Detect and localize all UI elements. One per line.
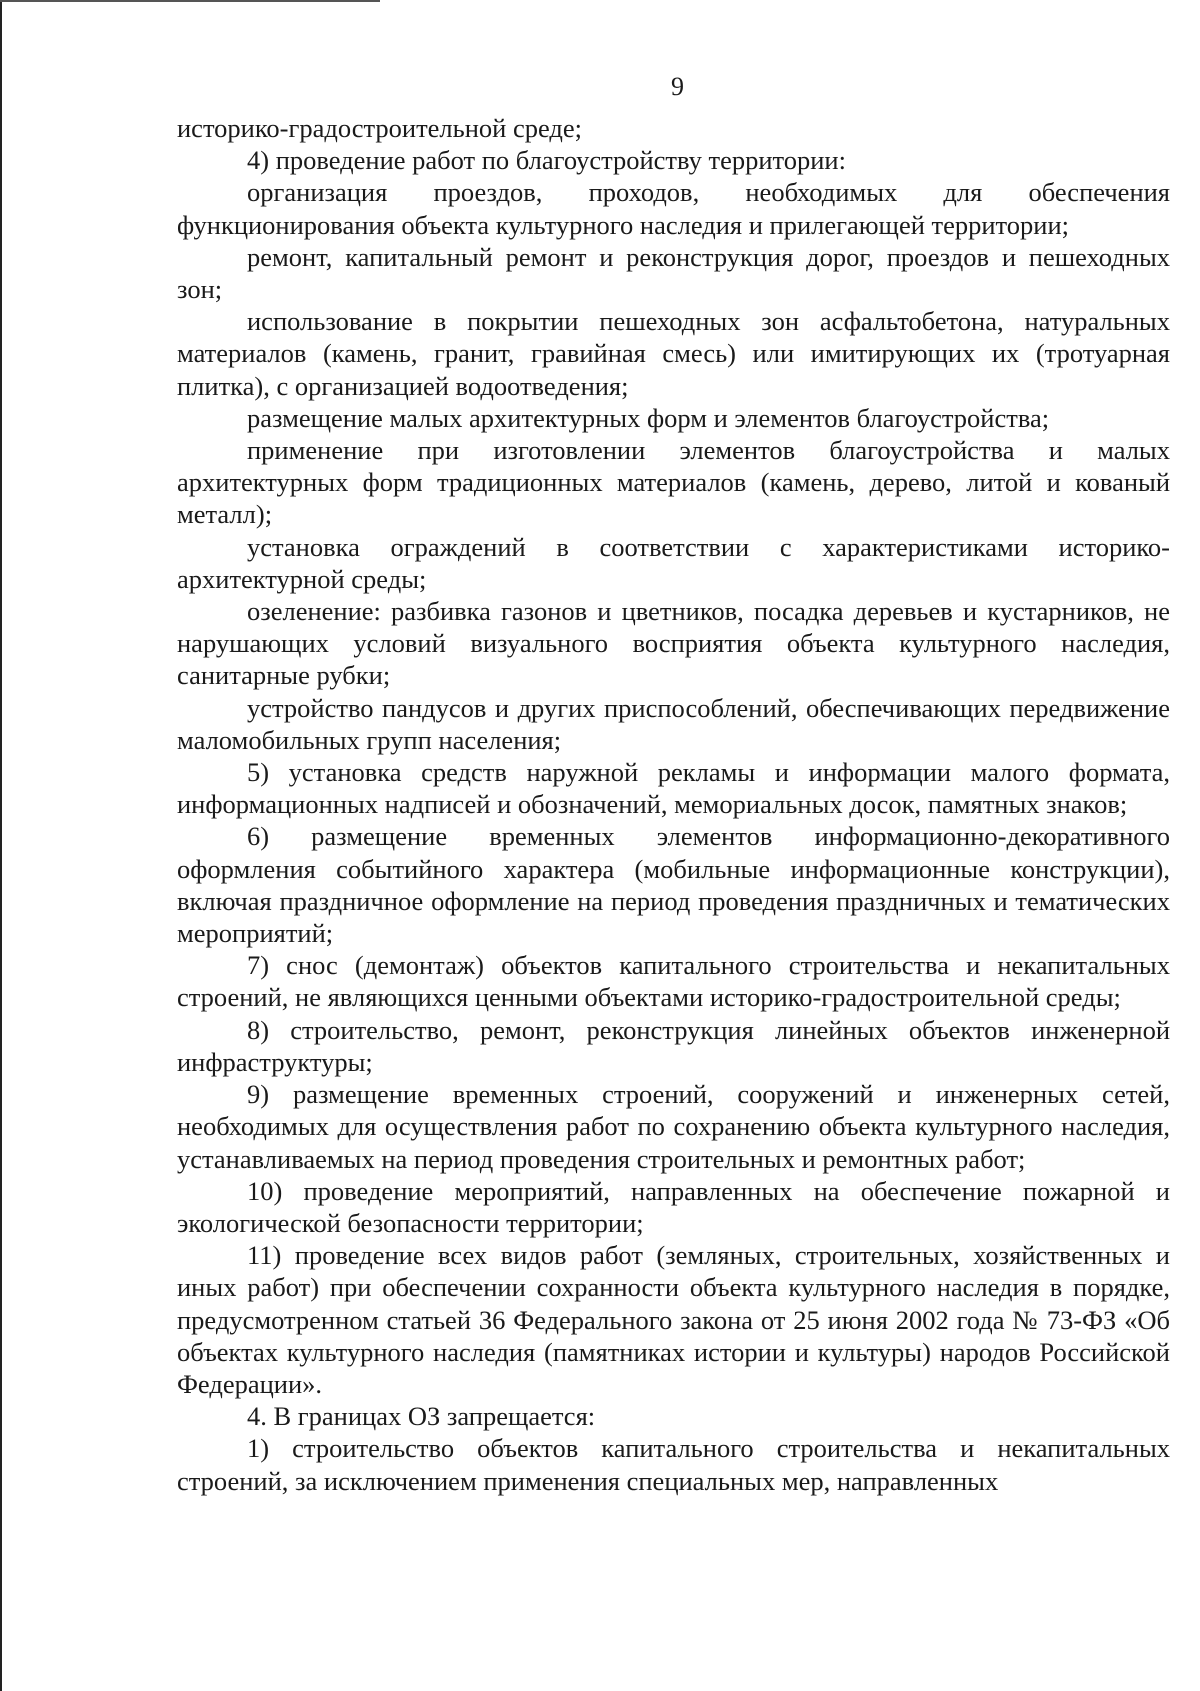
paragraph-item-7: 7) снос (демонтаж) объектов капитального строительства и некапитальных строений, не являющихся ценными объектами историко-градостроительной среды;	[177, 950, 1170, 1013]
paragraph-item-4-paving: использование в покрытии пешеходных зон асфальтобетона, натуральных материалов (камень, гранит, гравийная смесь) или имитирующих их (тротуарная плитка), с организацией водоотведения;	[177, 306, 1170, 401]
paragraph-item-11: 11) проведение всех видов работ (земляных, строительных, хозяйственных и иных работ) при обеспечении сохранности объекта культурного наследия в порядке, предусмотренном статьей 36 Федерального закона от 25 июня 2002 года № 73-ФЗ «Об объектах культурного наследия (памятниках истории и культуры) народов Российской Федерации».	[177, 1240, 1170, 1399]
scan-left-edge	[0, 0, 2, 1691]
paragraph-item-4-ramps: устройство пандусов и других приспособлений, обеспечивающих передвижение маломобильных групп населения;	[177, 692, 1170, 755]
paragraph-item-4-greening: озеленение: разбивка газонов и цветников, посадка деревьев и кустарников, не нарушающих условий визуального восприятия объекта культурного наследия, санитарные рубки;	[177, 596, 1170, 691]
paragraph-item-4-passages: организация проездов, проходов, необходимых для обеспечения функционирования объекта культурного наследия и прилегающей территории;	[177, 177, 1170, 240]
paragraph-item-4-small-forms: размещение малых архитектурных форм и элементов благоустройства;	[247, 402, 1050, 433]
paragraph-item-5: 5) установка средств наружной рекламы и информации малого формата, информационных надписей и обозначений, мемориальных досок, памятных знаков;	[177, 757, 1170, 820]
document-body	[177, 112, 1170, 1497]
paragraph-item-4-roads: ремонт, капитальный ремонт и реконструкция дорог, проездов и пешеходных зон;	[177, 241, 1170, 305]
paragraph-item-10: 10) проведение мероприятий, направленных на обеспечение пожарной и экологической безопасности территории;	[177, 1175, 1170, 1238]
paragraph-item-9: 9) размещение временных строений, сооружений и инженерных сетей, необходимых для осуществления работ по сохранению объекта культурного наследия, устанавливаемых на период проведения строительных и ремонтных работ;	[177, 1079, 1170, 1174]
paragraph-section-4: 4. В границах ОЗ запрещается:	[247, 1401, 596, 1432]
paragraph-item-6: 6) размещение временных элементов информационно-декоративного оформления событийного характера (мобильные информационные конструкции), включая праздничное оформление на период проведения праздничных и тематических мероприятий;	[177, 821, 1170, 949]
paragraph-section-4-item-1: 1) строительство объектов капитального строительства и некапитальных строений, за исключением применения специальных мер, направленных	[177, 1433, 1170, 1496]
scan-top-edge	[0, 0, 380, 2]
page-number: 9	[671, 72, 684, 101]
paragraph-item-4: 4) проведение работ по благоустройству территории:	[247, 145, 846, 176]
paragraph-item-8: 8) строительство, ремонт, реконструкция линейных объектов инженерной инфраструктуры;	[177, 1014, 1170, 1077]
paragraph-item-4-materials: применение при изготовлении элементов благоустройства и малых архитектурных форм традиционных материалов (камень, дерево, литой и кованый металл);	[177, 435, 1170, 530]
paragraph-continuation: историко-градостроительной среде;	[177, 113, 583, 143]
paragraph-item-4-fences: установка ограждений в соответствии с характеристиками историко-архитектурной среды;	[177, 531, 1170, 594]
